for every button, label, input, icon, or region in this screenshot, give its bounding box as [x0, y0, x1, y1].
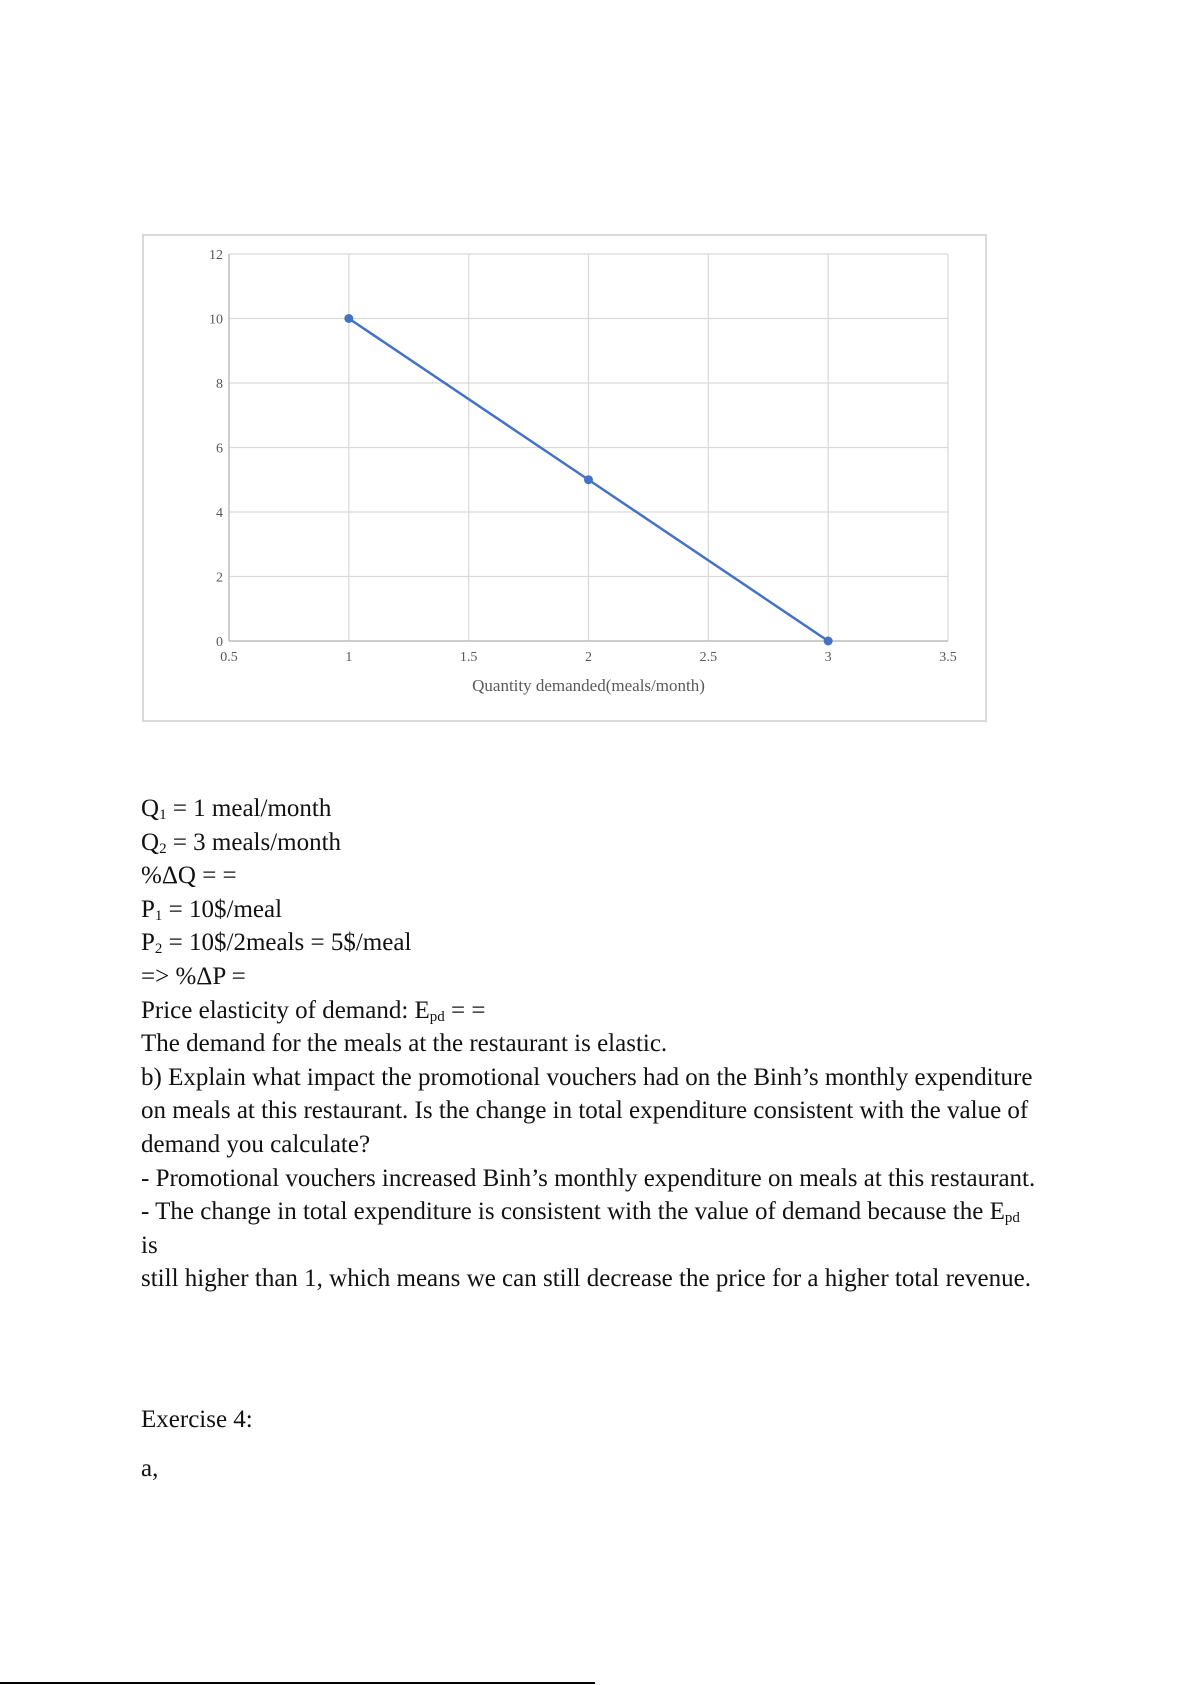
subscript: pd [429, 1008, 445, 1025]
data-point [824, 637, 833, 646]
p-symbol: P [141, 895, 155, 923]
subscript: 1 [154, 907, 163, 924]
epd-line [141, 994, 1041, 1028]
q2-line [141, 826, 1041, 860]
x-axis-title: Quantity demanded(meals/month) [472, 676, 705, 695]
x-tick-label: 1.5 [459, 650, 478, 665]
y-tick-label: 6 [216, 441, 223, 457]
q2-value: = 3 meals/month [166, 828, 342, 856]
y-tick-label: 2 [216, 570, 223, 586]
x-tick-label: 2 [585, 650, 592, 665]
q1-line [141, 792, 1041, 826]
elastic-conclusion: The demand for the meals at the restaurant is elastic. [141, 1030, 668, 1058]
y-tick-label: 10 [209, 312, 223, 328]
x-tick-label: 0.5 [220, 650, 238, 665]
epd-label: Price elasticity of demand: E [141, 996, 430, 1024]
epd-value: = = [444, 996, 486, 1024]
q-symbol: Q [141, 795, 160, 822]
answer-2-rest: is [141, 1231, 158, 1259]
subscript: 1 [159, 807, 167, 823]
delta-q-line: %ΔQ = = [141, 862, 237, 890]
data-point [584, 475, 593, 484]
p-symbol: P [141, 929, 155, 957]
p1-line [141, 893, 1041, 927]
p1-value: = 10$/meal [162, 895, 283, 923]
delta-p-line: => %ΔP = [141, 962, 246, 990]
demand-chart [142, 234, 987, 722]
x-tick-label: 3.5 [939, 650, 957, 665]
x-tick-label: 3 [824, 650, 832, 665]
subscript: pd [1004, 1210, 1020, 1227]
subscript: 2 [159, 840, 167, 857]
exercise-heading: Exercise 4: [141, 1406, 253, 1433]
x-tick-label: 1 [345, 650, 353, 665]
x-tick-label: 2.5 [699, 650, 718, 665]
part-a-label: a, [141, 1455, 159, 1482]
data-point [344, 314, 353, 323]
chart-canvas [144, 236, 989, 724]
y-tick-label: 12 [209, 248, 223, 263]
p2-value: = 10$/2meals = 5$/meal [162, 929, 412, 957]
footer-rule [0, 1682, 595, 1684]
subscript: 2 [154, 941, 163, 958]
answer-1: - Promotional vouchers increased Binh’s monthly expenditure on meals at this restaurant. [141, 1164, 1036, 1192]
p2-line [141, 926, 1041, 960]
y-tick-label: 0 [216, 635, 223, 650]
answer-3: still higher than 1, which means we can still decrease the price for a higher total revenue. [141, 1265, 1031, 1293]
q1-value: = 1 meal/month [166, 795, 332, 822]
answer-text [141, 792, 1041, 1296]
answer-2 [141, 1195, 1041, 1262]
q-symbol: Q [141, 828, 160, 856]
answer-2-text: - The change in total expenditure is consistent with the value of demand because the E [141, 1198, 1005, 1226]
question-b: b) Explain what impact the promotional vouchers had on the Binh’s monthly expenditure on meals at this restaurant. Is the change in total expenditure consistent with the value of demand you calculate? [141, 1063, 1033, 1158]
y-tick-label: 4 [216, 506, 223, 521]
y-tick-label: 8 [216, 377, 223, 392]
